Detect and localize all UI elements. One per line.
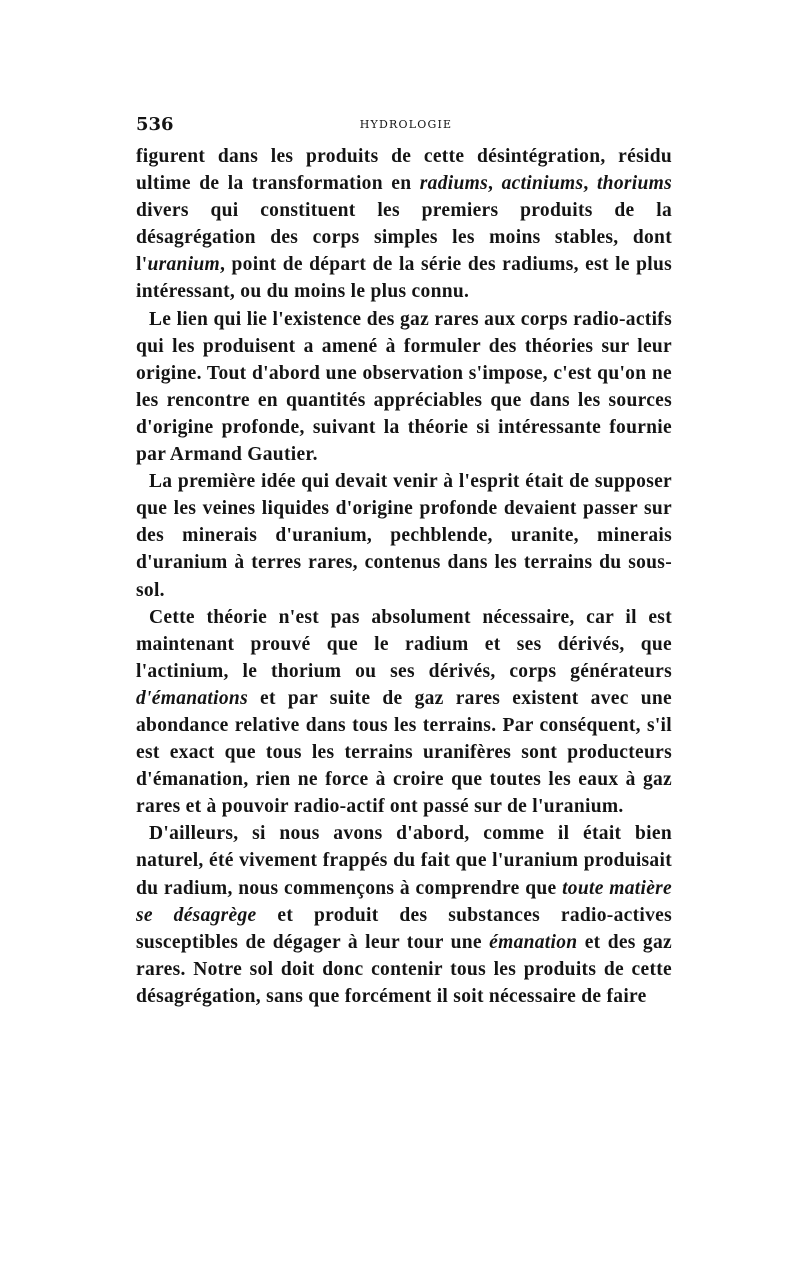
text-segment: et produit des substances radio-actives susceptibles de dégager à leur tour une (136, 904, 672, 953)
running-head: HYDROLOGIE (359, 118, 453, 131)
italic-text-segment: émanation (489, 931, 578, 953)
italic-text-segment: radiums (419, 173, 488, 195)
paragraph (136, 306, 672, 469)
page-number: 536 (136, 114, 174, 135)
text-segment: La première idée qui devait venir à l'esprit était de supposer que les veines liquides d'origine profonde devaient passer sur des minerais d'uranium, pechblende, uranite, minerais d'uranium à terres rares, contenus dans les terrains du sous-sol. (136, 471, 672, 601)
text-segment: , (487, 173, 502, 195)
text-segment: , (583, 173, 597, 195)
paragraph (136, 604, 672, 821)
text-segment: et par suite de gaz rares existent avec une abondance relative dans tous les terrains. Par conséquent, s'il est exact que tous les terrains uranifères sont producteurs d'émanation, rien ne force à croire que toutes les eaux à gaz rares et à pouvoir radio-actif ont passé sur de l'uranium. (136, 687, 672, 818)
text-segment: , point de départ de la série des radiums, est le plus intéressant, ou du moins le plus connu. (136, 254, 672, 303)
italic-text-segment: d'émanations (136, 687, 248, 709)
italic-text-segment: uranium (147, 254, 220, 276)
text-segment: figurent dans les produits de cette désintégration, résidu ultime de la transformation en (136, 146, 672, 195)
paragraph (136, 468, 672, 603)
page-header (136, 114, 676, 144)
text-segment: D'ailleurs, si nous avons d'abord, comme il était bien naturel, été vivement frappés du fait que l'uranium produisait du radium, nous commençons à comprendre que (136, 823, 672, 899)
paragraph (136, 143, 672, 306)
text-segment: Le lien qui lie l'existence des gaz rares aux corps radio-actifs qui les produisent a amené à formuler des théories sur leur origine. Tout d'abord une observation s'impose, c'est qu'on ne les rencontre en quantités appréciables que dans les sources d'origine profonde, suivant la théorie si intéressante fournie par Armand Gautier. (136, 308, 672, 466)
text-segment: et des gaz rares. Notre sol doit donc contenir tous les produits de cette désagrégation, sans que forcément il soit nécessaire de faire (136, 931, 672, 1007)
italic-text-segment: actiniums (501, 173, 584, 195)
italic-text-segment: toute matière se désagrège (136, 877, 672, 926)
body-text (136, 143, 672, 1010)
text-segment: divers qui constituent les premiers produits de la désagrégation des corps simples les moins stables, dont l' (136, 200, 672, 276)
paragraph (136, 820, 672, 1010)
italic-text-segment: thoriums (596, 173, 672, 195)
text-segment: Cette théorie n'est pas absolument nécessaire, car il est maintenant prouvé que le radium et ses dérivés, que l'actinium, le thorium ou ses dérivés, corps générateurs (136, 606, 672, 682)
